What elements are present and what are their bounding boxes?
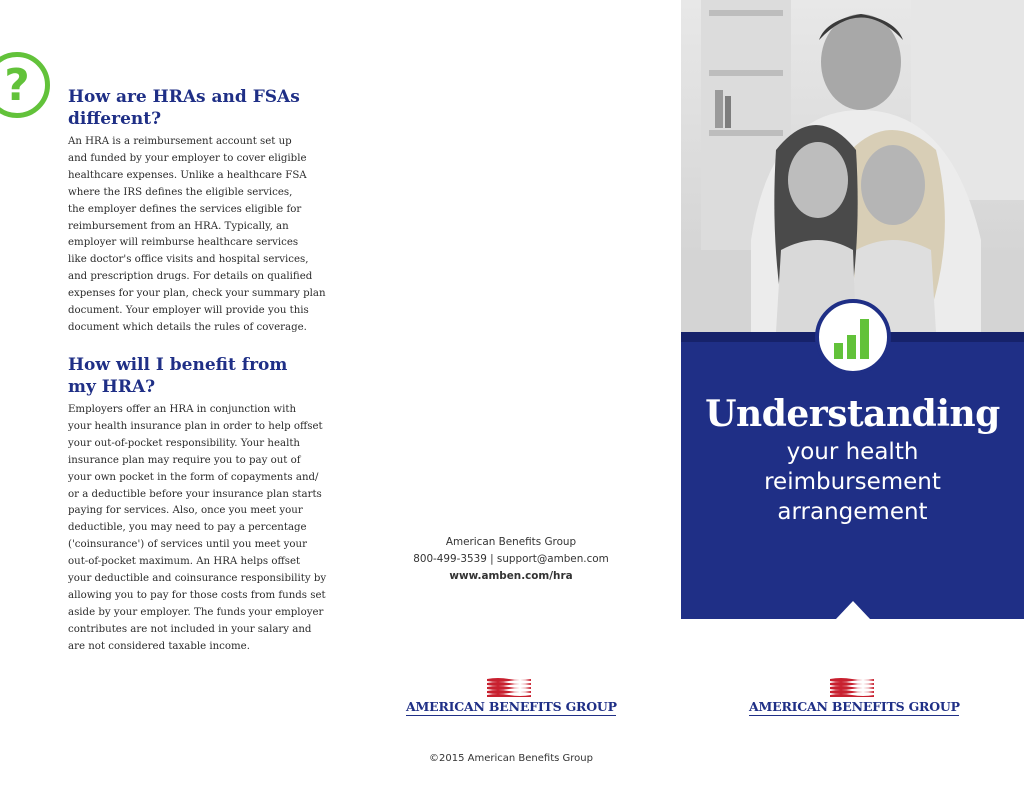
- family-photo: [681, 0, 1024, 332]
- company-logo-cover: [749, 677, 959, 717]
- section-body-hra-vs-fsa: An HRA is a reimbursement account set up and funded by your employer to cover eligible healthcare expenses. Unlike a healthcare FSA where the IRS defines the eligible services, the employer defines the services eligible for reimbursement from an HRA. Typically, an employer will reimburse healthcare services like doctor's office visits and hospital services, and prescription drugs. For details on qualified expenses for your plan, check your summary plan document. Your employer will provide you this document which details the rules of coverage.: [68, 136, 326, 333]
- section-body-benefit: Employers offer an HRA in conjunction with your health insurance plan in order to help offset your out-of-pocket responsibility. Your health insurance plan may require you to pay out of your own pocket in the form of copayments and/ or a deductible before your insurance plan starts paying for services. Also, once you meet your deductible, you may need to pay a percentage ('coinsurance') of services until you meet your out-of-pocket maximum. An HRA helps offset your deductible and coinsurance responsibility by allowing you to pay for those costs from funds set aside by your employer. The funds your employer contributes are not included in your salary and are not considered taxable income.: [68, 404, 327, 652]
- contact-phone-email: 800-499-3539 | support@amben.com: [413, 553, 609, 565]
- logo-text: AMERICAN BENEFITS GROUP: [749, 699, 960, 714]
- family-photo-illustration: [681, 0, 1024, 332]
- section-heading-benefit: How will I benefit from my HRA?: [68, 355, 288, 397]
- contact-website-link[interactable]: www.amben.com/hra: [449, 570, 573, 582]
- cover-subtitle-line-1: your health: [786, 439, 919, 465]
- bar-chart-icon: [815, 299, 891, 375]
- cover-title: Understanding: [705, 393, 1000, 435]
- cover-subtitle-line-2: reimbursement: [764, 469, 941, 495]
- flag-stripes-icon: [830, 677, 874, 697]
- contact-company: American Benefits Group: [445, 536, 577, 548]
- contact-block: [400, 534, 622, 585]
- cover-subtitle-line-3: arrangement: [777, 499, 928, 525]
- flag-stripes-icon: [487, 677, 531, 697]
- copyright-notice: ©2015 American Benefits Group: [429, 753, 593, 764]
- cover-notch: [836, 601, 870, 619]
- question-mark-icon: ?: [0, 52, 50, 118]
- company-logo-back: [406, 677, 616, 717]
- section-heading-hra-vs-fsa: How are HRAs and FSAs different?: [68, 87, 300, 129]
- logo-text: AMERICAN BENEFITS GROUP: [406, 699, 617, 714]
